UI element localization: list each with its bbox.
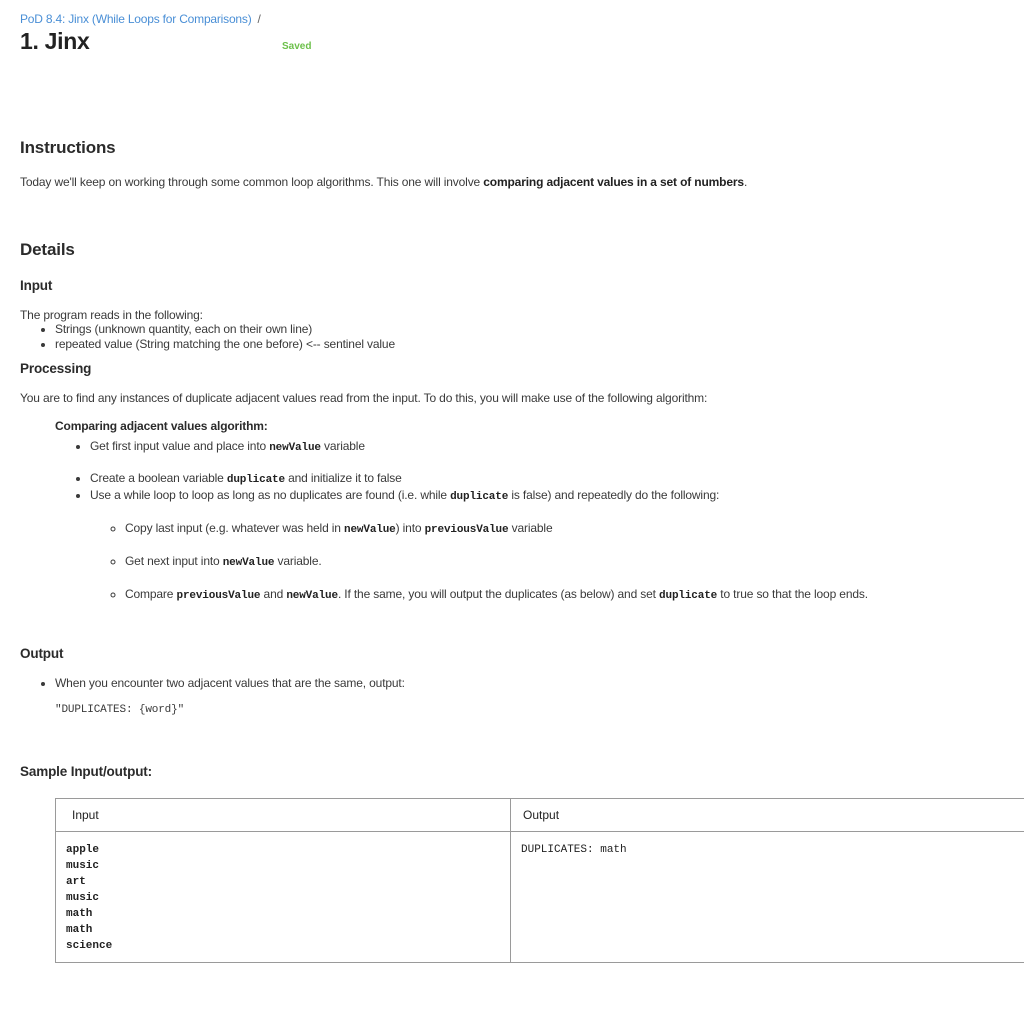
sample-input-cell [56,832,511,963]
algorithm-substeps [90,521,1020,604]
sample-input-value: apple music art music math math science [66,844,113,952]
breadcrumb-separator: / [257,12,261,26]
sample-heading: Sample Input/output: [20,764,152,779]
output-format: "DUPLICATES: {word}" [55,704,185,716]
list-item: • Create a boolean variable duplicate and initialize it to false [90,471,1020,488]
details-heading: Details [20,240,75,259]
input-list [20,322,1020,352]
list-item: • When you encounter two adjacent values that are the same, output: [55,676,1020,691]
input-text: The program reads in the following: [20,308,203,322]
instructions-heading: Instructions [20,138,116,157]
list-item: • Get first input value and place into newValue variable [90,439,1020,456]
input-heading: Input [20,278,53,293]
algorithm-steps [20,439,1020,604]
instructions-text: Today we'll keep on working through some common loop algorithms. This one will involve comparing adjacent values in a set of numbers. [20,175,748,189]
list-item: • Use a while loop to loop as long as no duplicates are found (i.e. while duplicate is false) and repeatedly do the following: ◦ Copy last input (e.g. whatever was held in newValue) into previousValue variable ◦ Get next input into newValue variable. ◦ Compare previousValue and newValue. If the same, you will output the duplicates (as below) and set duplicate to true so that the loop ends. [90,488,1020,604]
sample-output-value: DUPLICATES: math [521,844,627,856]
list-item: • Strings (unknown quantity, each on their own line) [55,322,1020,337]
processing-text: You are to find any instances of duplicate adjacent values read from the input. To do this, you will make use of the following algorithm: [20,391,708,405]
table-row [56,832,1024,963]
table-header-row [56,799,1024,832]
list-item: ◦ Compare previousValue and newValue. If the same, you will output the duplicates (as below) and set duplicate to true so that the loop ends. [125,587,1020,604]
input-column-header: Input [56,799,511,832]
sample-output-cell [511,832,1024,963]
output-list [20,676,1020,691]
processing-heading: Processing [20,361,92,376]
page-title: 1. Jinx [20,28,90,54]
list-item: ◦ Get next input into newValue variable. [125,554,1020,571]
list-item: ◦ Copy last input (e.g. whatever was held in newValue) into previousValue variable [125,521,1020,538]
output-heading: Output [20,646,64,661]
output-column-header: Output [511,799,1024,832]
instructions-emphasis: comparing adjacent values in a set of numbers [483,175,744,189]
breadcrumb-link[interactable]: PoD 8.4: Jinx (While Loops for Comparisons) [20,12,252,26]
sample-io-table [55,798,1024,963]
algorithm-title: Comparing adjacent values algorithm: [55,419,268,433]
saved-status: Saved [282,41,312,52]
assignment-content [20,138,1020,779]
breadcrumb [20,12,1010,26]
list-item: • repeated value (String matching the one before) <-- sentinel value [55,337,1020,352]
page-header [20,12,1010,62]
